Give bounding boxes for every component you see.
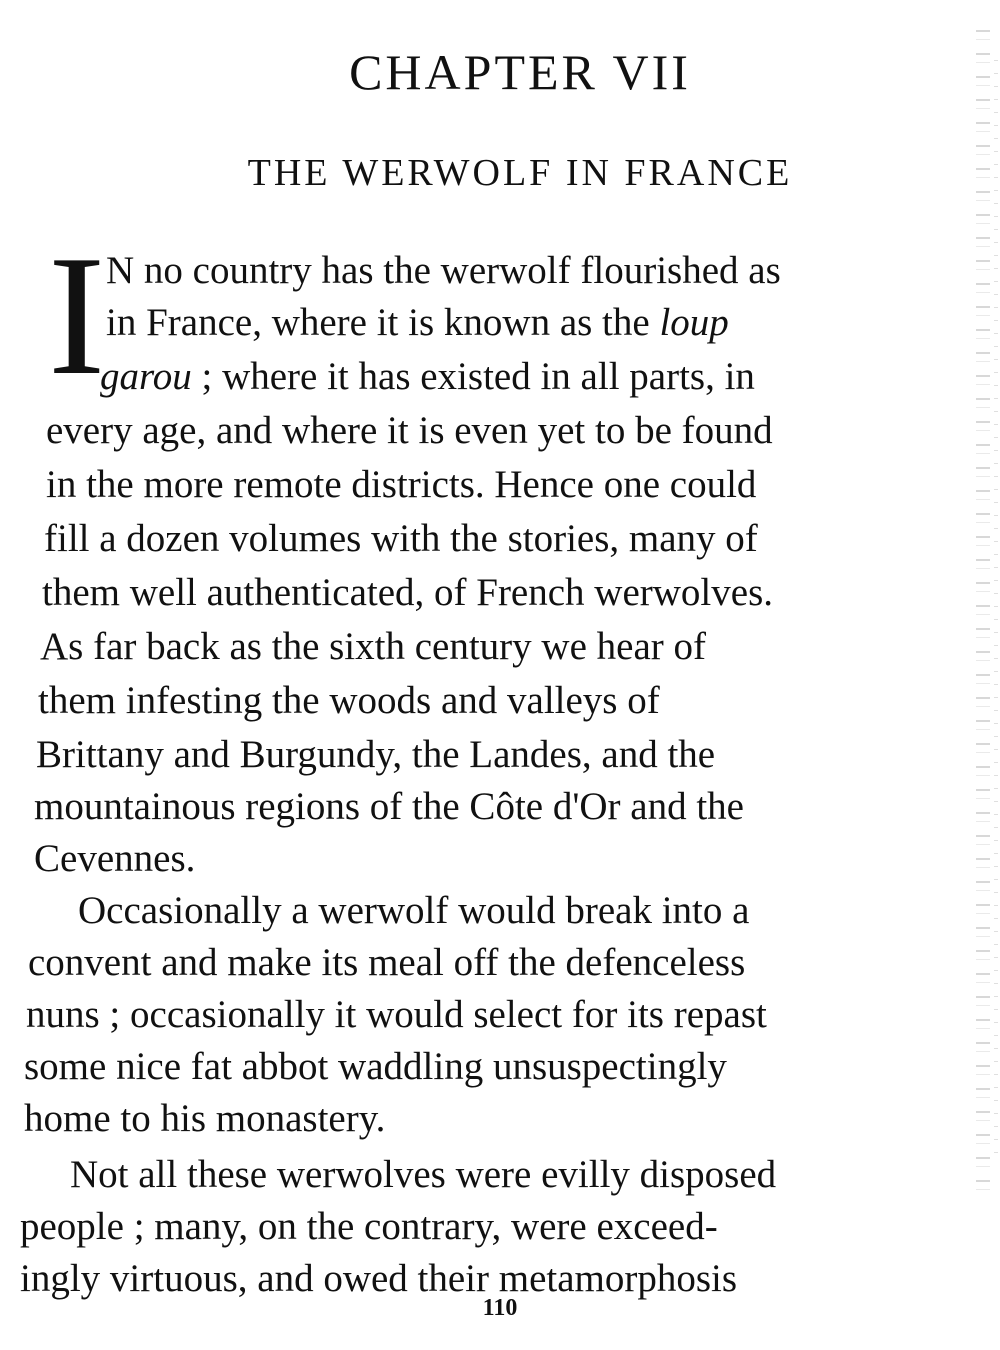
text-line [26,990,954,1040]
text-line [106,298,972,348]
text-line [24,1042,952,1092]
text-line [20,1202,950,1252]
text-line [44,514,968,564]
text-line [40,622,964,672]
line-text: in France, where it is known as the [106,301,660,344]
line-text: ; where it has existed in all parts, in [191,355,755,398]
line-text: in the more remote districts. Hence one could [46,463,757,506]
page-edge-artifact-outer [994,60,998,1160]
italic-text: garou [100,355,192,398]
text-line [28,938,954,988]
line-text: fill a dozen volumes with the stories, many of [44,517,758,560]
drop-cap: I [48,221,106,411]
chapter-heading: CHAPTER VII [349,44,691,100]
line-text: home to his monastery. [24,1097,386,1140]
line-text: convent and make its meal off the defenceless [28,941,746,984]
line-text: some nice fat abbot waddling unsuspectingly [24,1045,727,1088]
text-line [100,352,972,402]
text-line [24,1094,504,1144]
line-text: Occasionally a werwolf would break into a [78,889,750,932]
text-line [78,886,956,936]
chapter-title: THE WERWOLF IN FRANCE [247,152,793,194]
line-text: As far back as the sixth century we hear of [40,625,706,668]
text-line [34,834,334,884]
text-line [42,568,968,618]
italic-text: loup [659,301,729,344]
line-text: nuns ; occasionally it would select for its repast [26,993,767,1036]
page-edge-artifact [976,30,990,1200]
line-text: them well authenticated, of French werwolves. [42,571,774,614]
text-line [36,730,962,780]
text-line [34,782,960,832]
text-line [46,406,970,456]
line-text: N no country has the werwolf flourished as [106,249,781,292]
text-line [46,460,970,510]
page-number: 110 [482,1295,518,1321]
line-text: ingly virtuous, and owed their metamorphosis [20,1257,738,1300]
line-text: Cevennes. [34,837,196,880]
line-text: them infesting the woods and valleys of [38,679,660,722]
line-text: every age, and where it is even yet to be found [46,409,773,452]
line-text: Brittany and Burgundy, the Landes, and the [36,733,716,776]
line-text: mountainous regions of the Côte d'Or and the [34,785,744,828]
text-line [106,246,972,296]
text-line [70,1150,950,1200]
text-line [38,676,964,726]
line-text: Not all these werwolves were evilly disposed [70,1153,777,1196]
line-text: people ; many, on the contrary, were exceed- [20,1205,718,1248]
